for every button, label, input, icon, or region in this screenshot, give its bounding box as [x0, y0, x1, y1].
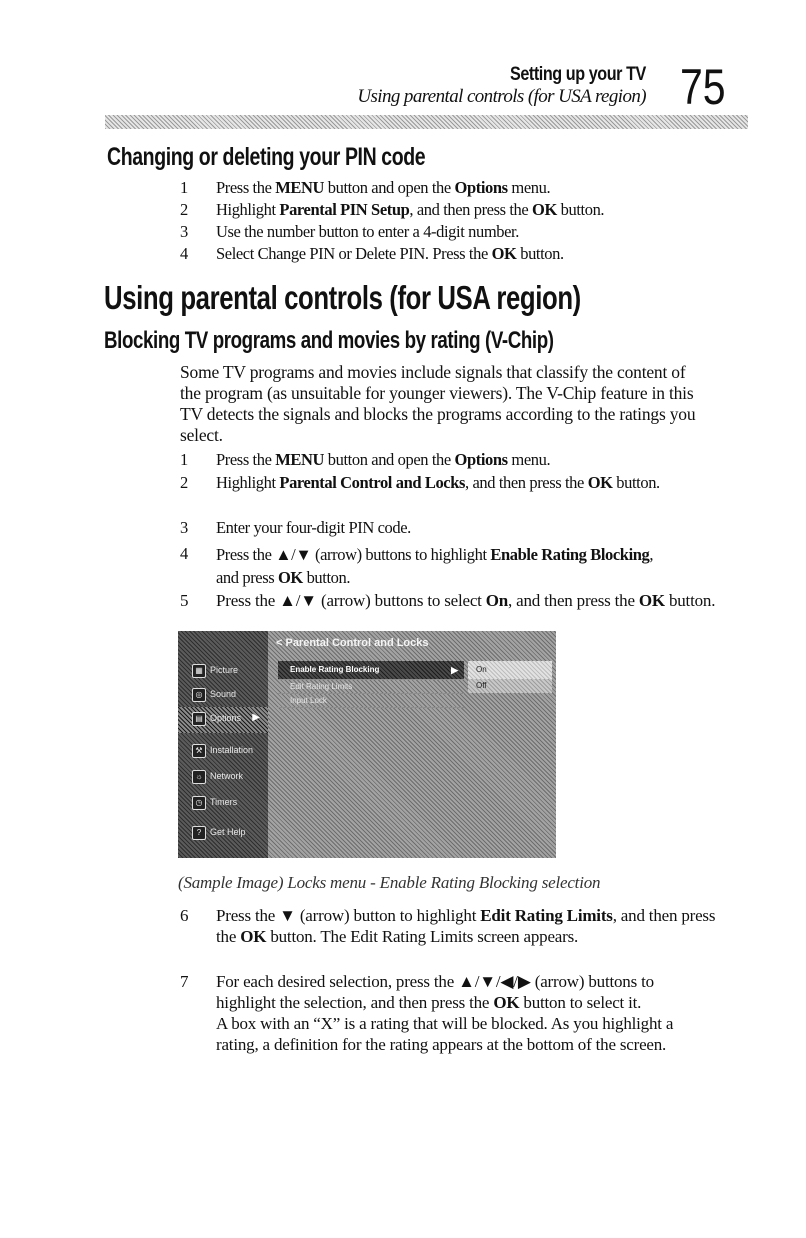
tv-menu-title: < Parental Control and Locks: [276, 637, 429, 649]
tv-options-panel: [468, 661, 552, 693]
network-icon: ☼: [192, 770, 206, 784]
heading-using-parental-controls: Using parental controls (for USA region): [104, 279, 581, 316]
header-rule: [105, 115, 748, 129]
heading-changing-pin: Changing or deleting your PIN code: [107, 143, 426, 171]
image-caption: (Sample Image) Locks menu - Enable Rating Blocking selection: [178, 873, 601, 892]
tv-sidebar-item: ? Get Help: [178, 821, 268, 845]
page-number: 75: [680, 59, 726, 115]
installation-icon: ⚒: [192, 744, 206, 758]
tv-submenu: [278, 661, 464, 708]
tv-option-off: Off: [468, 679, 552, 693]
tv-sidebar: [178, 631, 268, 858]
tv-menu-item-selected: Enable Rating Blocking ▶: [278, 661, 464, 680]
chevron-right-icon: ▶: [252, 712, 260, 723]
timers-icon: ◷: [192, 796, 206, 810]
running-header-section: Setting up your TV: [510, 64, 646, 85]
options-icon: ▤: [192, 712, 206, 726]
running-header-subsection: Using parental controls (for USA region): [357, 86, 646, 107]
tv-sidebar-item: ▦ Picture: [178, 659, 268, 683]
tv-sidebar-item: ◷ Timers: [178, 791, 268, 815]
tv-menu-item: Input Lock: [278, 694, 464, 708]
tv-sidebar-item: ☼ Network: [178, 765, 268, 789]
tv-sidebar-item-selected: ▤ Options ▶: [178, 707, 268, 733]
picture-icon: ▦: [192, 664, 206, 678]
chevron-right-icon: ▶: [451, 665, 458, 675]
heading-blocking: Blocking TV programs and movies by rating (V-Chip): [104, 327, 554, 354]
sample-tv-screen: [178, 631, 556, 858]
tv-menu-item: Edit Rating Limits: [278, 680, 464, 694]
tv-option-on: On: [468, 661, 552, 679]
blocking-note: A box with an “X” is a rating that will be blocked. As you highlight a rating, a definition for the rating appears at the bottom of the screen.: [216, 1014, 674, 1054]
help-icon: ?: [192, 826, 206, 840]
tv-sidebar-item: ⚒ Installation: [178, 739, 268, 763]
sound-icon: ◎: [192, 688, 206, 702]
blocking-intro: Some TV programs and movies include signals that classify the content of the program (as unsuitable for younger viewers). The V-Chip feature in this TV detects the signals and blocks the programs according to the ratings you select.: [180, 362, 696, 445]
tv-sidebar-item: ◎ Sound: [178, 683, 268, 707]
